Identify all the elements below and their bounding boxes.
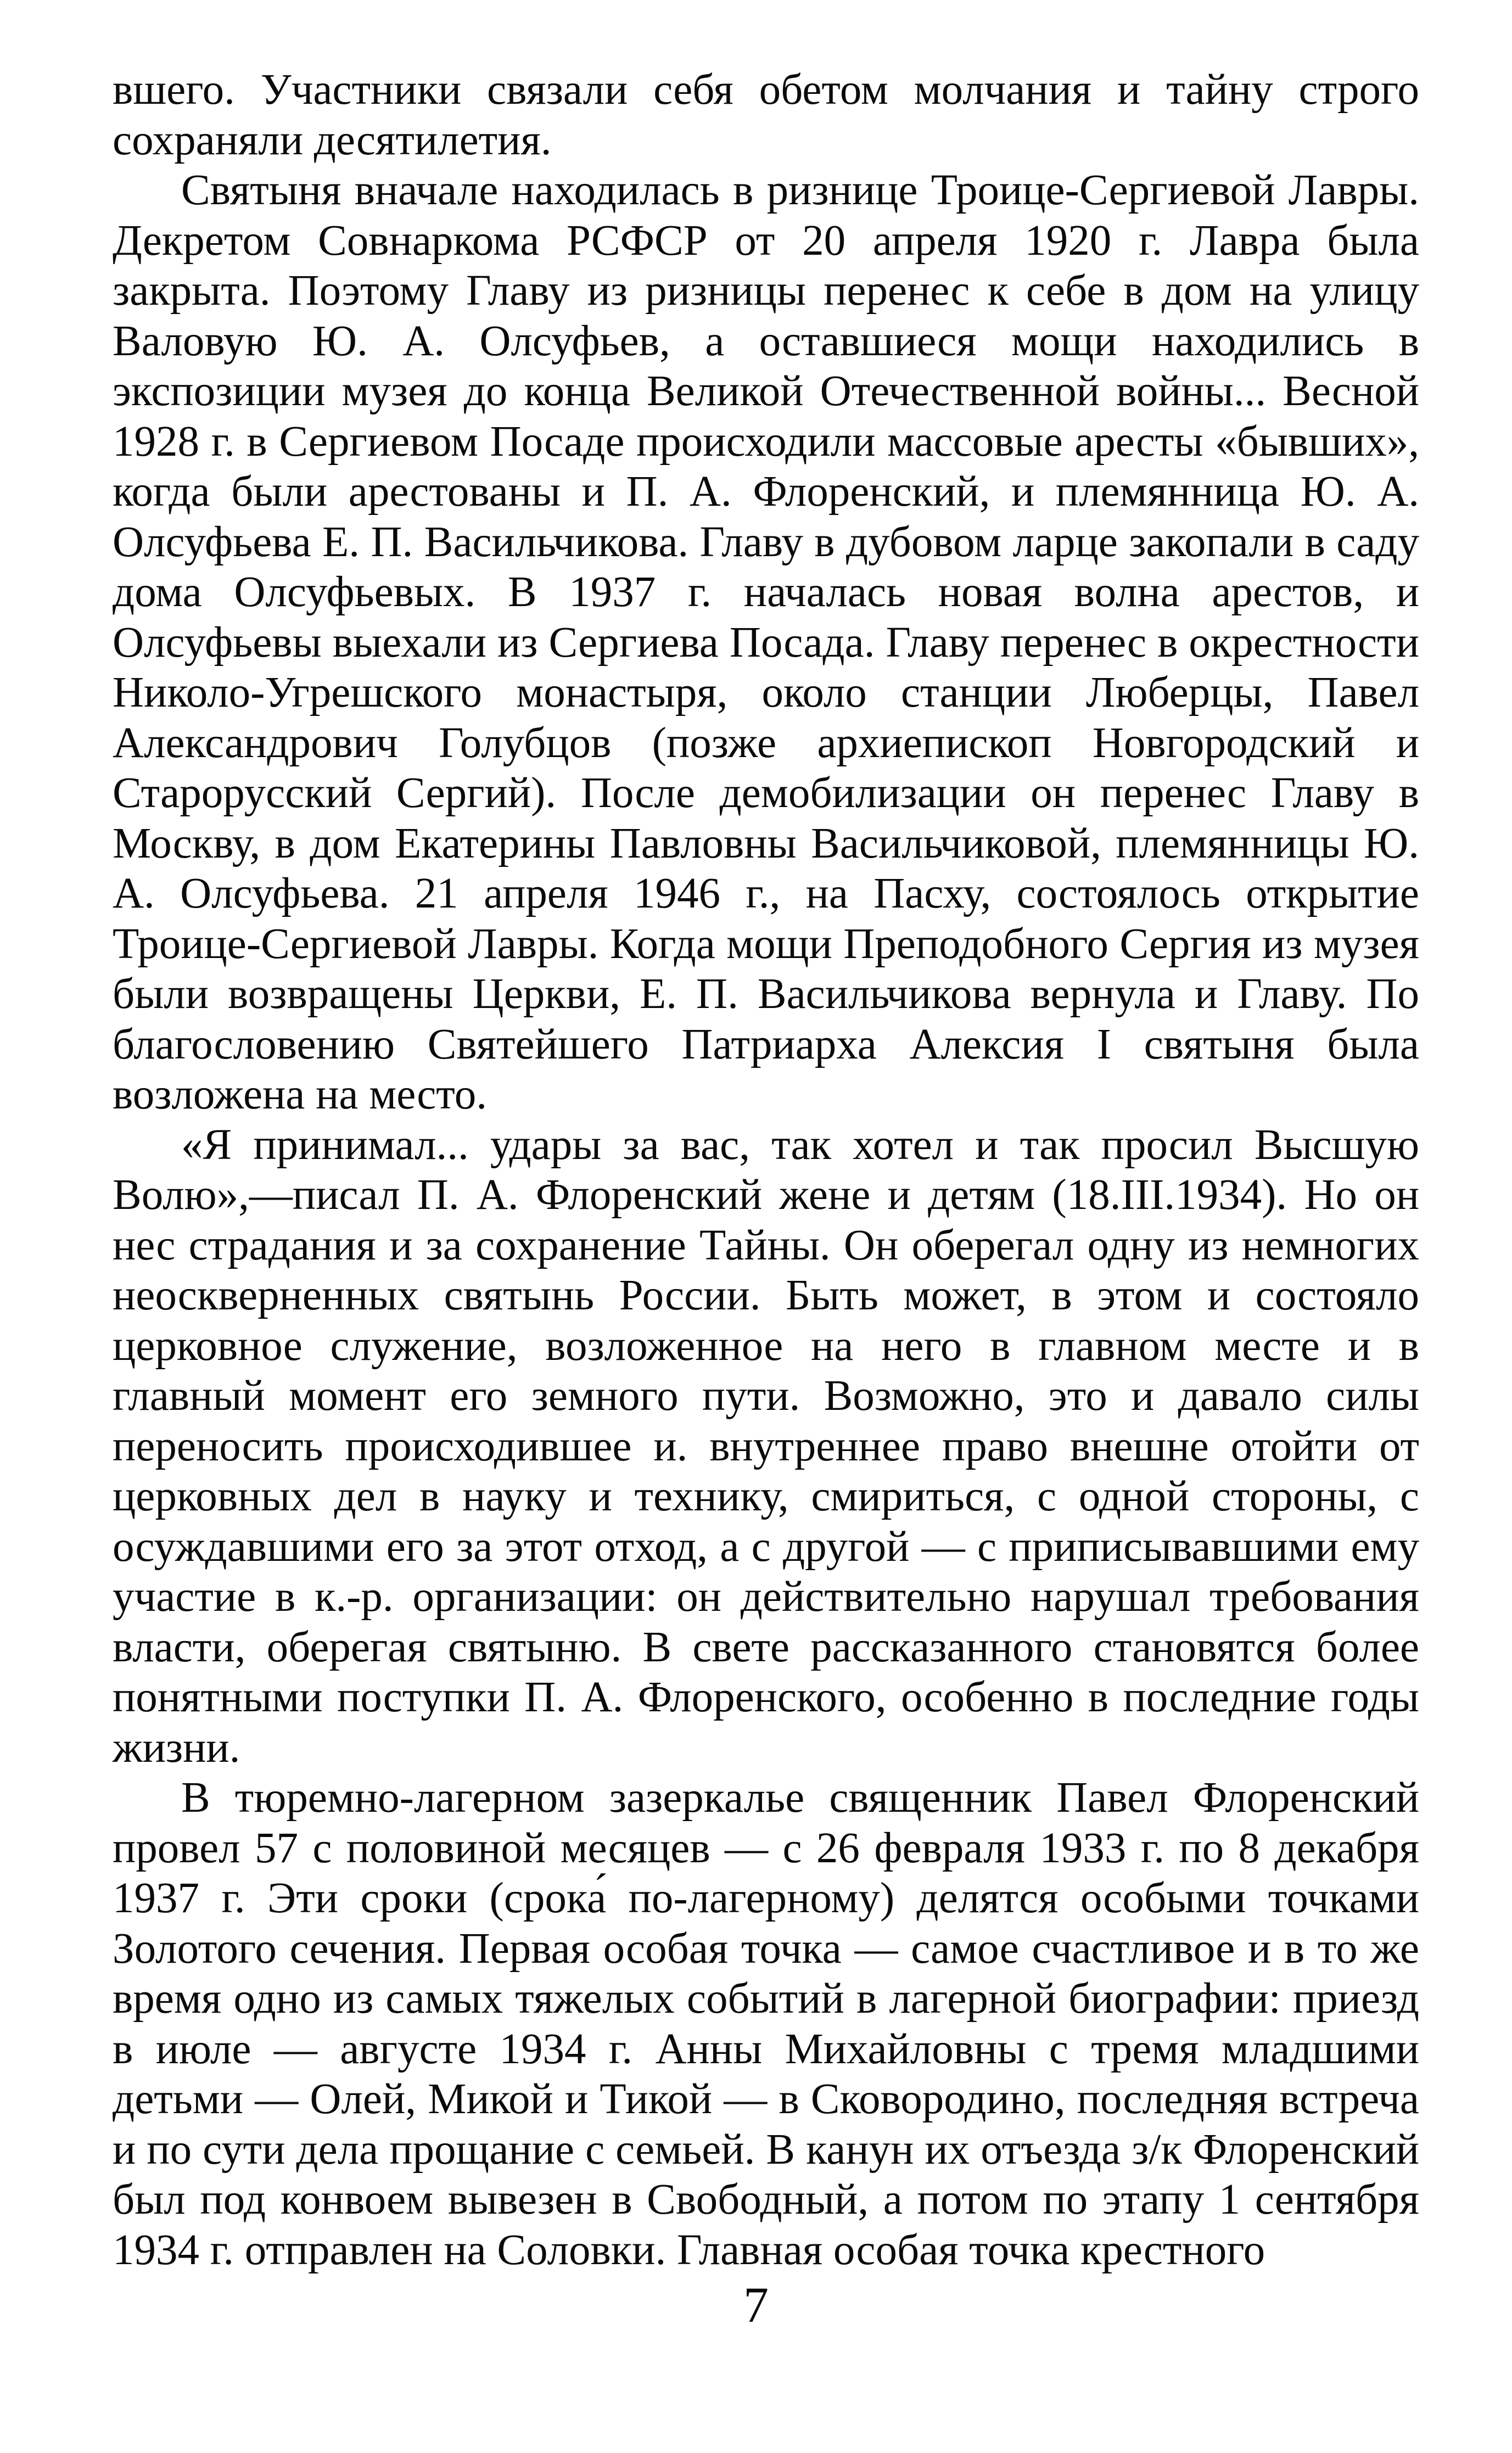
page-body xyxy=(113,65,1419,2387)
paragraph-prison-camp: В тюремно-лагерном зазеркалье священник Павел Флоренский провел 57 с половиной месяцев — с 26 февраля 1933 г. по 8 декабря 1937 г. Эти сроки (срока́ по-лагерному) делятся особыми точками Золотого сечения. Первая особая точка — самое счастливое и в то же время одно из самых тяжелых событий в лагерной биографии: приезд в июле — августе 1934 г. Анны Михайловны с тремя младшими детьми — Олей, Микой и Тикой — в Сковородино, последняя встреча и по сути дела прощание с семьей. В канун их отъезда з/к Флоренский был под конвоем вывезен в Свободный, а потом по этапу 1 сентября 1934 г. отправлен на Соловки. Главная особая точка крестного xyxy=(113,1774,1419,2274)
paragraph-continuation: вшего. Участники связали себя обетом молчания и тайну строго сохраняли десятилетия. xyxy=(113,66,1419,164)
paragraph-relic-history: Святыня вначале находилась в ризнице Троице-Сергиевой Лавры. Декретом Совнаркома РСФСР от 20 апреля 1920 г. Лавра была закрыта. Поэтому Главу из ризницы перенес к себе в дом на улицу Валовую Ю. А. Олсуфьев, а оставшиеся мощи находились в экспозиции музея до конца Великой Отечественной войны... Весной 1928 г. в Сергиевом Посаде происходили массовые аресты «бывших», когда были арестованы и П. А. Флоренский, и племянница Ю. А. Олсуфьева Е. П. Васильчикова. Главу в дубовом ларце закопали в саду дома Олсуфьевых. В 1937 г. началась новая волна арестов, и Олсуфьевы выехали из Сергиева Посада. Главу перенес в окрестности Николо-Угрешского монастыря, около станции Люберцы, Павел Александрович Голубцов (позже архиепископ Новгородский и Старорусский Сергий). После демобилизации он перенес Главу в Москву, в дом Екатерины Павловны Васильчиковой, племянницы Ю. А. Олсуфьева. 21 апреля 1946 г., на Пасху, состоялось открытие Троице-Сергиевой Лавры. Когда мощи Преподобного Сергия из музея были возвращены Церкви, Е. П. Васильчикова вернула и Главу. По благословению Святейшего Патриарха Алексия I святыня была возложена на место. xyxy=(113,166,1419,1118)
paragraph-florensky-letter: «Я принимал... удары за вас, так хотел и так просил Высшую Волю»,—писал П. А. Флоренский жене и детям (18.III.1934). Но он нес страдания и за сохранение Тайны. Он оберегал одну из немногих неоскверненных святынь России. Быть может, в этом и состояло церковное служение, возложенное на него в главном месте и в главный момент его земного пути. Возможно, это и давало силы переносить происходившее и. внутреннее право внешне отойти от церковных дел в науку и технику, смириться, с одной стороны, с осуждавшими его за этот отход, а с другой — с приписывавшими ему участие в к.-р. организации: он действительно нарушал требования власти, оберегая святыню. В свете рассказанного становятся более понятными поступки П. А. Флоренского, особенно в последние годы жизни. xyxy=(113,1121,1419,1772)
page-number: 7 xyxy=(743,2277,769,2333)
